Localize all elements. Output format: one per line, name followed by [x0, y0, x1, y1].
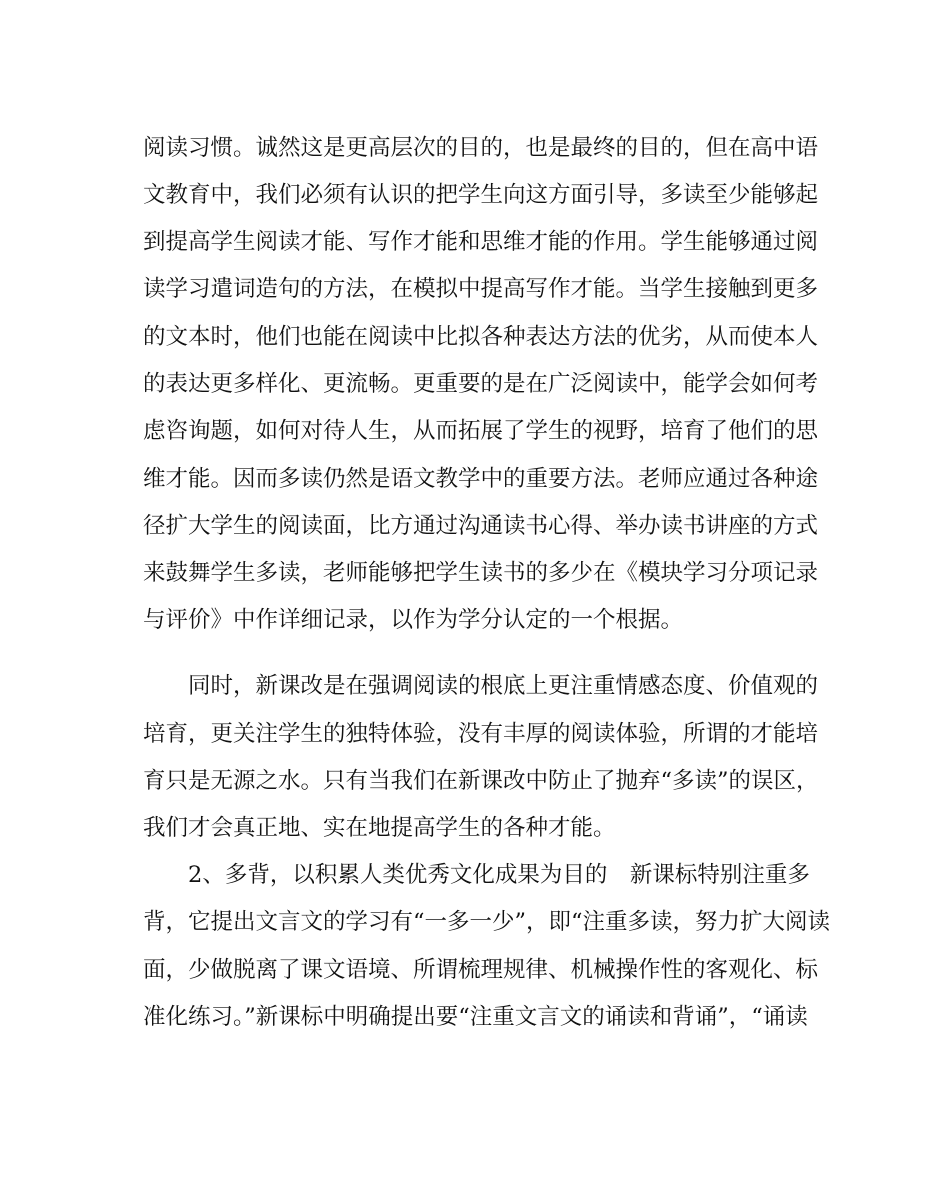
- text-line: 与评价》中作详细记录，以作为学分认定的一个根据。: [143, 607, 684, 633]
- text-line: 培育，更关注学生的独特体验，没有丰厚的阅读体验，所谓的才能培: [143, 721, 819, 747]
- text-line: 背，它提出文言文的学习有“一多一少”，即“注重多读，努力扩大阅读: [143, 909, 831, 935]
- text-line: 径扩大学生的阅读面，比方通过沟通读书心得、举办读书讲座的方式: [143, 513, 819, 539]
- text-line: 的文本时，他们也能在阅读中比拟各种表达方法的优劣，从而使本人: [143, 324, 819, 350]
- text-line: 阅读习惯。诚然这是更高层次的目的，也是最终的目的，但在高中语: [143, 135, 819, 161]
- text-line: 2、多背，以积累人类优秀文化成果为目的 新课标特别注重多: [188, 862, 810, 888]
- text-line: 读学习遣词造句的方法，在模拟中提高写作才能。当学生接触到更多: [143, 276, 819, 302]
- text-line: 维才能。因而多读仍然是语文教学中的重要方法。老师应通过各种途: [143, 466, 819, 492]
- text-line: 面，少做脱离了课文语境、所谓梳理规律、机械操作性的客观化、标: [143, 957, 819, 983]
- text-line: 来鼓舞学生多读，老师能够把学生读书的多少在《模块学习分项记录: [143, 560, 819, 586]
- text-line: 准化练习。”新课标中明确提出要“注重文言文的诵读和背诵”，“诵读: [143, 1004, 808, 1030]
- text-line: 文教育中，我们必须有认识的把学生向这方面引导，多读至少能够起: [143, 182, 819, 208]
- text-line: 我们才会真正地、实在地提高学生的各种才能。: [143, 815, 616, 841]
- text-line: 同时，新课改是在强调阅读的根底上更注重情感态度、价值观的: [188, 673, 819, 699]
- text-line: 育只是无源之水。只有当我们在新课改中防止了抛弃“多读”的误区，: [143, 768, 819, 794]
- text-line: 虑咨询题，如何对待人生，从而拓展了学生的视野，培育了他们的思: [143, 418, 819, 444]
- text-line: 的表达更多样化、更流畅。更重要的是在广泛阅读中，能学会如何考: [143, 371, 819, 397]
- text-line: 到提高学生阅读才能、写作才能和思维才能的作用。学生能够通过阅: [143, 229, 819, 255]
